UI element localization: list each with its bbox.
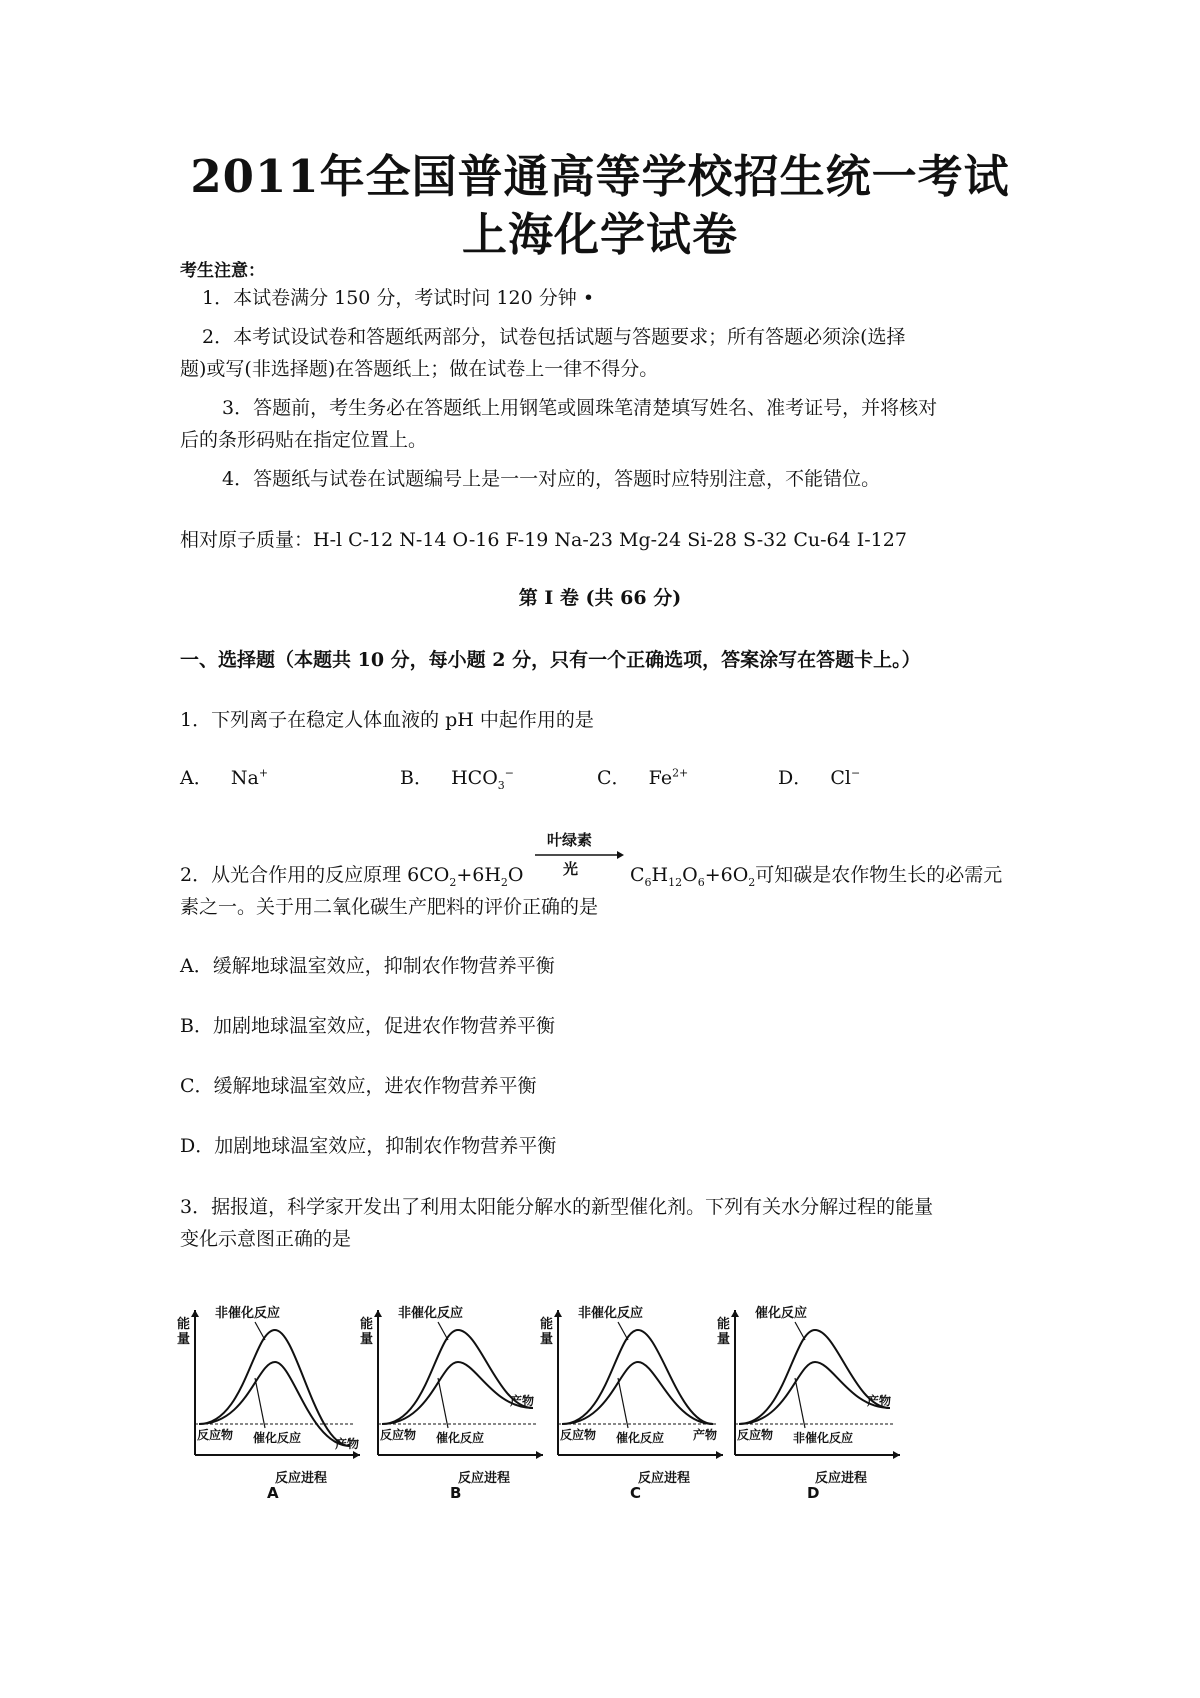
q1-option-c: C． $Fe^{2+}$	[597, 766, 689, 789]
leader-line	[255, 1322, 265, 1340]
exam-title-line1: 2011年全国普通高等学校招生统一考试	[190, 150, 1010, 203]
leader-line	[255, 1378, 265, 1428]
x-axis-arrow	[893, 1451, 900, 1459]
q1-stem: 1．下列离子在稳定人体血液的 pH 中起作用的是	[180, 709, 594, 731]
arrow-top-label: 叶绿素	[547, 831, 593, 849]
notice-item-2-cont: 题)或写(非选择题)在答题纸上；做在试卷上一律不得分。	[180, 358, 659, 380]
arrow-icon	[533, 850, 625, 860]
y-axis-label-char: 量	[177, 1332, 191, 1347]
section1-heading: 一、选择题（本题共 10 分，每小题 2 分，只有一个正确选项，答案涂写在答题卡上。）	[180, 649, 921, 671]
curve-mid-label: 催化反应	[253, 1431, 302, 1445]
notice-item-4: 4．答题纸与试卷在试题编号上是一一对应的，答题时应特别注意，不能错位。	[222, 468, 881, 490]
y-axis-arrow	[191, 1310, 199, 1317]
y-axis-label-char: 量	[717, 1332, 731, 1347]
notice-heading: 考生注意：	[180, 261, 265, 281]
product-label: 产物	[693, 1428, 718, 1442]
y-axis-label-char: 能	[717, 1317, 731, 1332]
product-label: 产物	[867, 1394, 892, 1408]
curve-top-label: 催化反应	[755, 1306, 808, 1321]
energy-diagrams	[175, 1290, 1055, 1500]
part1-heading: 第 I 卷 (共 66 分)	[518, 587, 682, 609]
y-axis-label-char: 能	[177, 1317, 191, 1332]
y-axis-arrow	[374, 1310, 382, 1317]
energy-curve-upper	[562, 1330, 713, 1424]
x-axis-arrow	[353, 1451, 360, 1459]
leader-line	[795, 1378, 805, 1428]
reactant-label: 反应物	[737, 1428, 774, 1442]
curve-top-label: 非催化反应	[215, 1306, 281, 1321]
y-axis-label-char: 量	[360, 1332, 374, 1347]
q2-option-d: D．加剧地球温室效应，抑制农作物营养平衡	[180, 1135, 557, 1157]
leader-line	[618, 1378, 628, 1428]
q2-stem: 2．从光合作用的反应原理 $6CO_2+6H_2O$	[180, 864, 524, 889]
x-axis-label: 反应进程	[638, 1471, 691, 1486]
y-axis-label-char: 能	[360, 1317, 374, 1332]
product-label: 产物	[335, 1437, 360, 1451]
diagram-letter: D	[807, 1484, 820, 1500]
energy-curve-upper	[382, 1330, 533, 1424]
x-axis-label: 反应进程	[815, 1471, 868, 1486]
q2-option-c: C．缓解地球温室效应，进农作物营养平衡	[180, 1075, 537, 1097]
x-axis-arrow	[716, 1451, 723, 1459]
q1-option-b: B． $HCO_3^-$	[400, 766, 514, 792]
q2-option-b: B．加剧地球温室效应，促进农作物营养平衡	[180, 1015, 555, 1037]
arrow-bottom-label: 光	[563, 860, 579, 878]
leader-line	[438, 1378, 448, 1428]
curve-top-label: 非催化反应	[398, 1306, 464, 1321]
q3-stem: 3．据报道，科学家开发出了利用太阳能分解水的新型催化剂。下列有关水分解过程的能量	[180, 1196, 934, 1218]
q1-option-d: D． Cl−	[778, 766, 861, 789]
product-label: 产物	[510, 1394, 535, 1408]
energy-curve-upper	[739, 1330, 890, 1424]
reactant-label: 反应物	[197, 1428, 234, 1442]
diagram-letter: A	[267, 1484, 279, 1500]
curve-mid-label: 催化反应	[616, 1431, 665, 1445]
diagram-letter: B	[450, 1484, 462, 1500]
notice-item-1: 1．本试卷满分 150 分，考试时问 120 分钟 •	[202, 287, 595, 309]
y-axis-label-char: 量	[540, 1332, 554, 1347]
x-axis-arrow	[536, 1451, 543, 1459]
q2-stem-line2: 素之一。关于用二氧化碳生产肥料的评价正确的是	[180, 896, 599, 918]
x-axis-label: 反应进程	[458, 1471, 511, 1486]
notice-item-2: 2．本考试设试卷和答题纸两部分，试卷包括试题与答题要求；所有答题必须涂(选择	[202, 326, 906, 348]
notice-item-3-cont: 后的条形码贴在指定位置上。	[180, 429, 428, 451]
reactant-label: 反应物	[560, 1428, 597, 1442]
reactant-label: 反应物	[380, 1428, 417, 1442]
x-axis-label: 反应进程	[275, 1471, 328, 1486]
reaction-arrow	[533, 829, 625, 879]
curve-mid-label: 非催化反应	[793, 1431, 854, 1445]
atomic-masses: 相对原子质量：H-l C-12 N-14 O-16 F-19 Na-23 Mg-24 Si-28 S-32 Cu-64 I-127	[180, 529, 907, 551]
q2-stem-product: $C_6H_{12}O_6+6O_2$可知碳是农作物生长的必需元	[630, 864, 1003, 889]
q2-option-a: A．缓解地球温室效应，抑制农作物营养平衡	[180, 955, 555, 977]
q1-option-a: A． Na+	[180, 766, 269, 789]
leader-line	[618, 1322, 628, 1340]
exam-title-line2: 上海化学试卷	[461, 208, 738, 261]
curve-top-label: 非催化反应	[578, 1306, 644, 1321]
curve-mid-label: 催化反应	[436, 1431, 485, 1445]
notice-item-3: 3．答题前，考生务必在答题纸上用钢笔或圆珠笔清楚填写姓名、准考证号，并将核对	[222, 397, 938, 419]
diagram-letter: C	[630, 1484, 642, 1500]
leader-line	[795, 1322, 805, 1340]
y-axis-label-char: 能	[540, 1317, 554, 1332]
y-axis-arrow	[554, 1310, 562, 1317]
leader-line	[438, 1322, 448, 1340]
q3-stem-line2: 变化示意图正确的是	[180, 1228, 352, 1250]
y-axis-arrow	[731, 1310, 739, 1317]
